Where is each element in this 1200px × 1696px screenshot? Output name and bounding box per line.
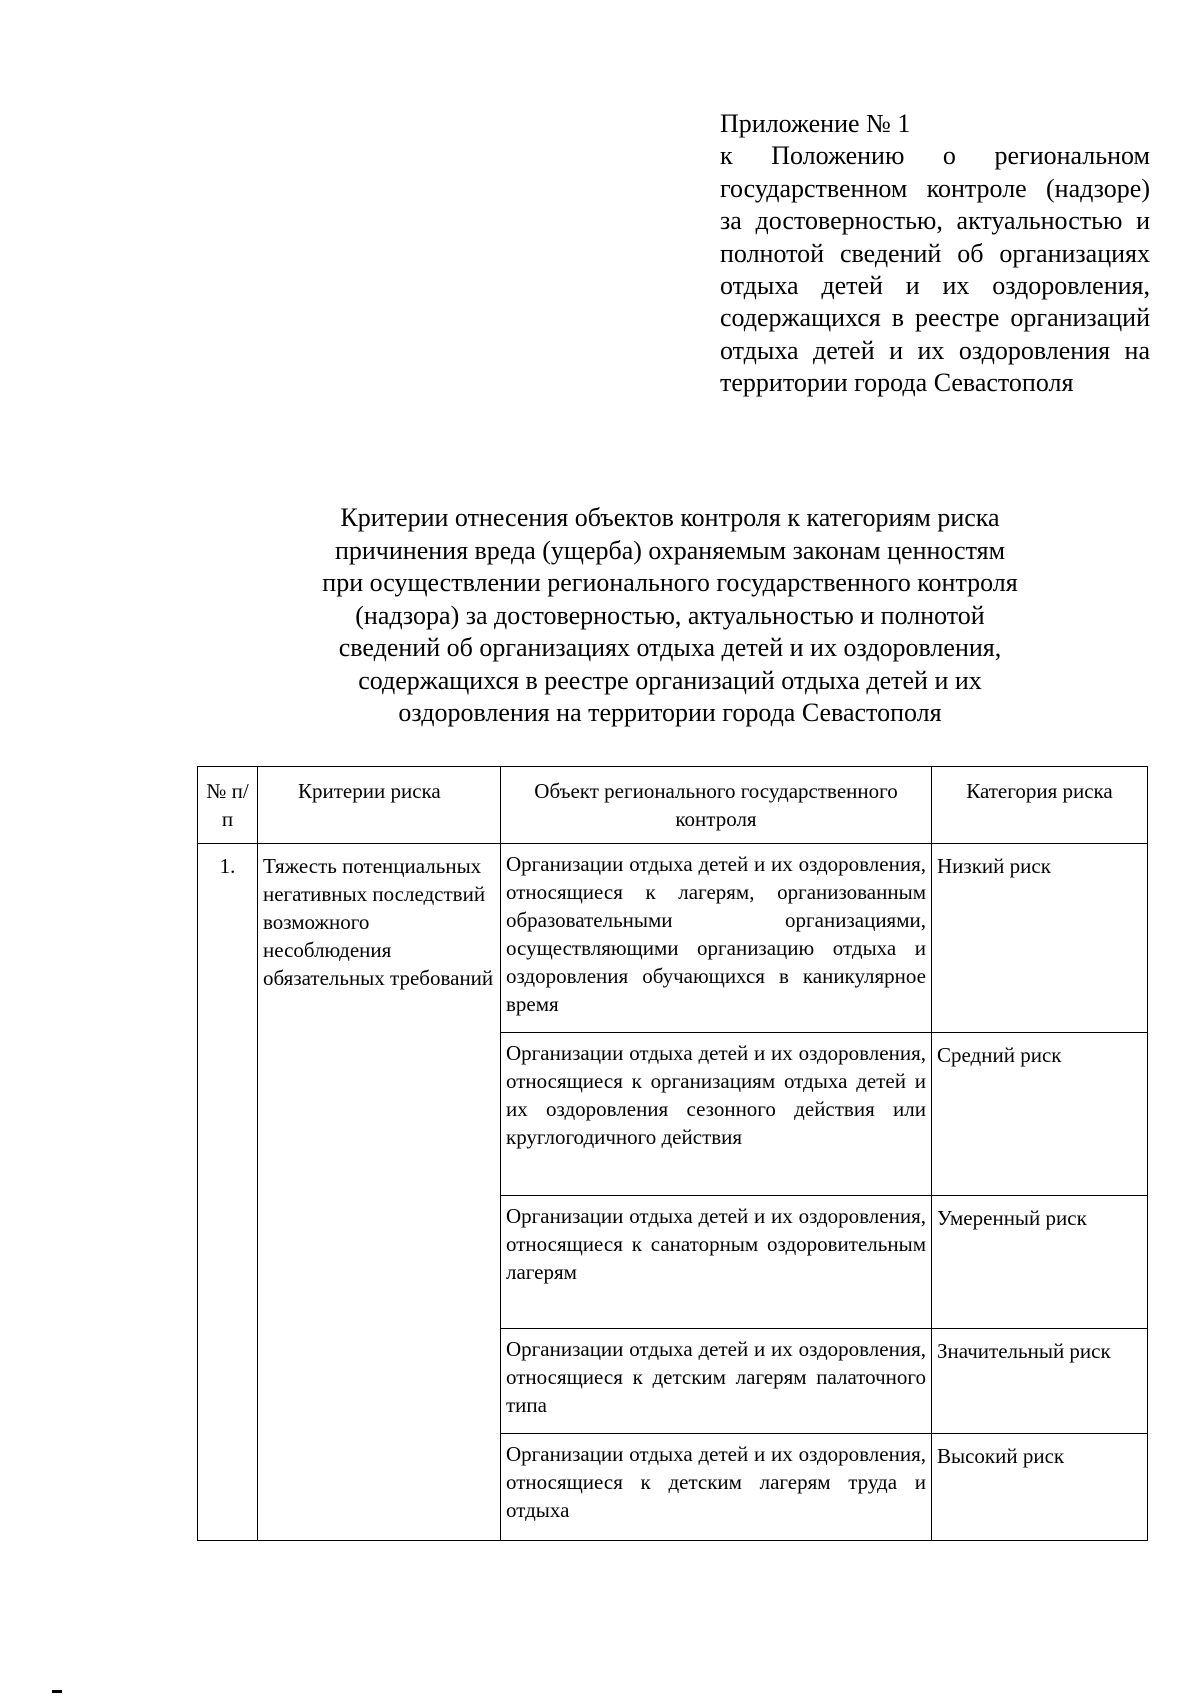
- row-number: 1.: [198, 844, 258, 1541]
- table-row: [198, 844, 1148, 1033]
- category-cell: Средний риск: [932, 1033, 1148, 1196]
- heading-line: оздоровления на территории города Севастополя: [398, 698, 942, 727]
- annex-block: [720, 108, 1150, 400]
- heading-line: (надзора) за достоверностью, актуальностью и полнотой: [355, 600, 985, 630]
- header-category: Категория риска: [932, 767, 1148, 844]
- document-heading: [240, 502, 1100, 730]
- header-number: № п/п: [198, 767, 258, 844]
- category-cell: Значительный риск: [932, 1329, 1148, 1434]
- table-header-row: [198, 767, 1148, 844]
- object-cell: Организации отдыха детей и их оздоровления, относящиеся к организациям отдыха детей и их оздоровления сезонного действия или круглогодичного действия: [501, 1033, 932, 1196]
- annex-title: Приложение № 1: [720, 109, 911, 138]
- risk-criteria-table: [197, 766, 1148, 1541]
- header-object: Объект регионального государственного контроля: [501, 767, 932, 844]
- heading-line: при осуществлении регионального государственного контроля: [322, 568, 1018, 597]
- object-cell: Организации отдыха детей и их оздоровления, относящиеся к детским лагерям палаточного типа: [501, 1329, 932, 1434]
- category-cell: Высокий риск: [932, 1434, 1148, 1541]
- category-cell: Умеренный риск: [932, 1196, 1148, 1329]
- header-criteria: Критерии риска: [258, 767, 501, 844]
- object-cell: Организации отдыха детей и их оздоровления, относящиеся к детским лагерям труда и отдыха: [501, 1434, 932, 1541]
- object-cell: Организации отдыха детей и их оздоровления, относящиеся к санаторным оздоровительным лагерям: [501, 1196, 932, 1329]
- heading-line: Критерии отнесения объектов контроля к категориям риска: [340, 503, 1000, 532]
- heading-line: сведений об организациях отдыха детей и их оздоровления,: [338, 633, 1002, 662]
- heading-line: содержащихся в реестре организаций отдыха детей и их: [358, 665, 982, 695]
- annex-text: к Положению о региональном государственном контроле (надзоре) за достоверностью, актуальностью и полнотой сведений об организациях отдыха детей и их оздоровления, содержащихся в реестре организаций отдыха детей и их оздоровления на территории города Севастополя: [720, 141, 1150, 398]
- row-criteria: Тяжесть потенциальных негативных последствий возможного несоблюдения обязательных требований: [258, 844, 501, 1541]
- scan-mark: [52, 1690, 62, 1693]
- category-cell: Низкий риск: [932, 844, 1148, 1033]
- heading-line: причинения вреда (ущерба) охраняемым законам ценностям: [334, 535, 1006, 565]
- object-cell: Организации отдыха детей и их оздоровления, относящиеся к лагерям, организованным образовательными организациями, осуществляющими организацию отдыха и оздоровления обучающихся в каникулярное время: [501, 844, 932, 1033]
